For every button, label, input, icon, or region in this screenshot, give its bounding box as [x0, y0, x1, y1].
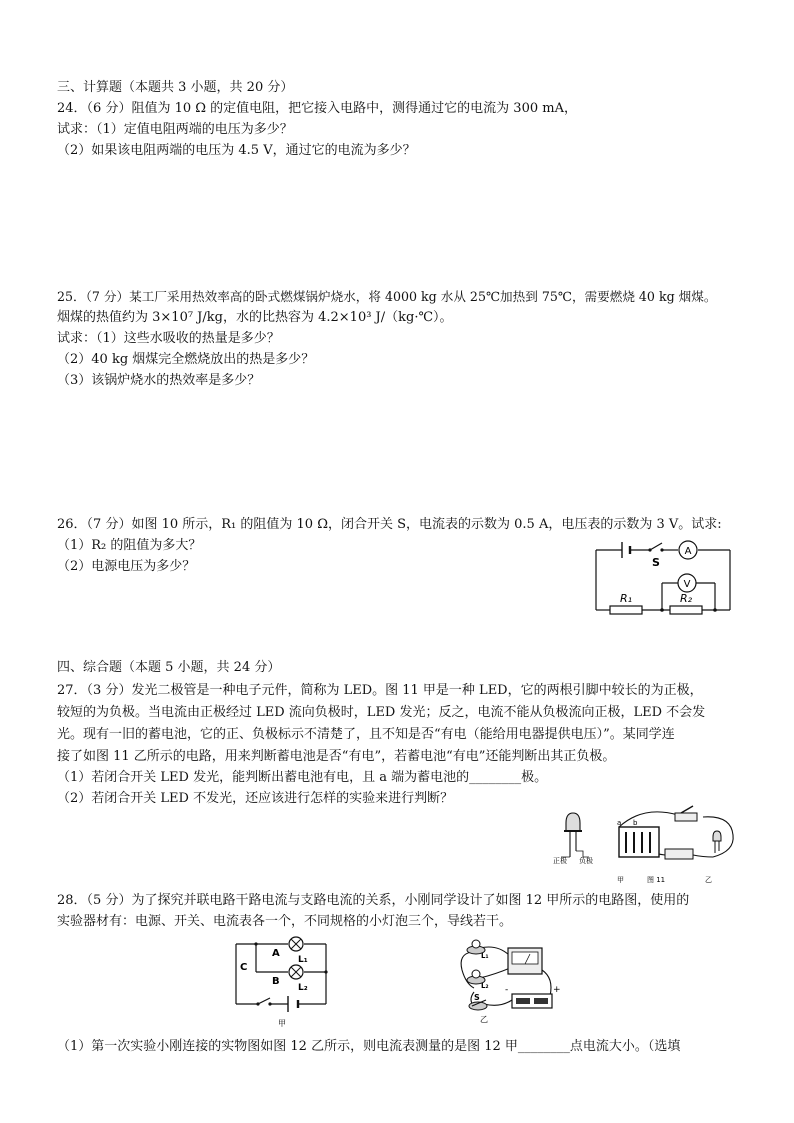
q25-stem-2: 烟煤的热值约为 3×10⁷ J/kg，水的比热容为 4.2×10³ J/（kg·℃）。: [57, 310, 453, 325]
lamp-l1-label: L₁: [298, 955, 308, 965]
q27-stem-3: 光。现有一旧的蓄电池，它的正、负极标示不清楚了，且不知是否“有电（能给用电器提供电压）”。某同学连: [57, 727, 675, 742]
resistor-r1: [610, 606, 642, 614]
q27-part2: （2）若闭合开关 LED 不发光，还应该进行怎样的实验来进行判断？: [57, 791, 454, 806]
point-a-label: A: [272, 948, 280, 959]
figure-11: [553, 805, 743, 887]
switch-label: S: [474, 993, 480, 1002]
terminal-a-label: a: [617, 819, 622, 827]
q24-part2: （2）如果该电阻两端的电压为 4.5 V，通过它的电流为多少？: [57, 143, 416, 158]
led-holder: [665, 849, 693, 859]
q27-stem-4: 接了如图 11 乙所示的电路，用来判断蓄电池是否“有电”，若蓄电池“有电”还能判断出其正负极。: [57, 749, 616, 764]
q25-part3: （3）该锅炉烧水的热效率是多少？: [57, 373, 261, 388]
ammeter-label: A: [684, 546, 692, 557]
svg-text:-: -: [505, 985, 509, 995]
switch: [675, 813, 697, 821]
voltmeter-label: V: [683, 579, 691, 590]
q25-stem: 25．（7 分）某工厂采用热效率高的卧式燃煤锅炉烧水，将 4000 kg 水从 25℃加热到 75℃，需要燃烧 40 kg 烟煤。: [57, 289, 717, 304]
figure-12-yi: [450, 934, 568, 1028]
figure-11-jia: 甲: [617, 876, 624, 884]
figure-11-yi: 乙: [705, 876, 712, 884]
positive-pin-label: 正极: [553, 857, 567, 865]
q28-part1: （1）第一次实验小刚连接的实物图如图 12 乙所示，则电流表测量的是图 12 甲________点电流大小。（选填: [57, 1039, 681, 1054]
q27-part1: （1）若闭合开关 LED 发光，能判断出蓄电池有电，且 a 端为蓄电池的________极。: [57, 770, 548, 785]
q25-part2: （2）40 kg 烟煤完全燃烧放出的热是多少？: [57, 352, 315, 367]
q24-stem: 24．（6 分）阻值为 10 Ω 的定值电阻，把它接入电路中，测得通过它的电流为 300 mA，: [57, 101, 577, 116]
figure-11-title: 图 11: [647, 876, 666, 884]
point-c-label: C: [240, 962, 248, 973]
q25-part1: 试求：（1）这些水吸收的热量是多少？: [57, 331, 280, 346]
r2-label: R₂: [680, 592, 693, 605]
section4-heading: 四、综合题（本题 5 小题，共 24 分）: [57, 660, 281, 675]
q28-stem: 28．（5 分）为了探究并联电路干路电流与支路电流的关系，小刚同学设计了如图 12 甲所示的电路图，使用的: [57, 893, 690, 908]
figure-12-jia-label: 甲: [278, 1019, 286, 1028]
figure-12-jia: [228, 934, 338, 1030]
led-component: [561, 813, 589, 857]
figure-10-circuit: [590, 538, 740, 620]
terminal-b-label: b: [633, 819, 638, 827]
q24-part1: 试求：（1）定值电阻两端的电压为多少？: [57, 122, 293, 137]
r1-label: R₁: [620, 592, 633, 605]
lamp-l2-label: L₂: [481, 982, 489, 990]
section3-heading: 三、计算题（本题共 3 小题，共 20 分）: [57, 80, 294, 95]
svg-text:+: +: [553, 985, 561, 995]
negative-pin-label: 负极: [579, 857, 593, 865]
figure-12-yi-label: 乙: [480, 1015, 488, 1024]
q26-stem: 26．（7 分）如图 10 所示，R₁ 的阻值为 10 Ω，闭合开关 S，电流表的示数为 0.5 A，电压表的示数为 3 V。试求:: [57, 517, 722, 532]
point-b-label: B: [272, 976, 280, 987]
q26-part2: （2）电源电压为多少？: [57, 559, 196, 574]
resistor-r2: [670, 606, 702, 614]
q28-stem-2: 实验器材有：电源、开关、电流表各一个，不同规格的小灯泡三个，导线若干。: [57, 914, 513, 929]
switch-label: S: [652, 556, 660, 569]
q27-stem-2: 较短的为负极。当电流由正极经过 LED 流向负极时，LED 发光；反之，电流不能从负极流向正极，LED 不会发: [57, 705, 706, 720]
q26-part1: （1）R₂ 的阻值为多大？: [57, 538, 202, 553]
circuit-led: [713, 831, 721, 853]
lamp-l1-label: L₁: [481, 952, 489, 960]
lamp-l2-label: L₂: [298, 983, 308, 993]
q27-stem: 27．（3 分）发光二极管是一种电子元件，简称为 LED。图 11 甲是一种 LED，它的两根引脚中较长的为正极，: [57, 683, 703, 698]
